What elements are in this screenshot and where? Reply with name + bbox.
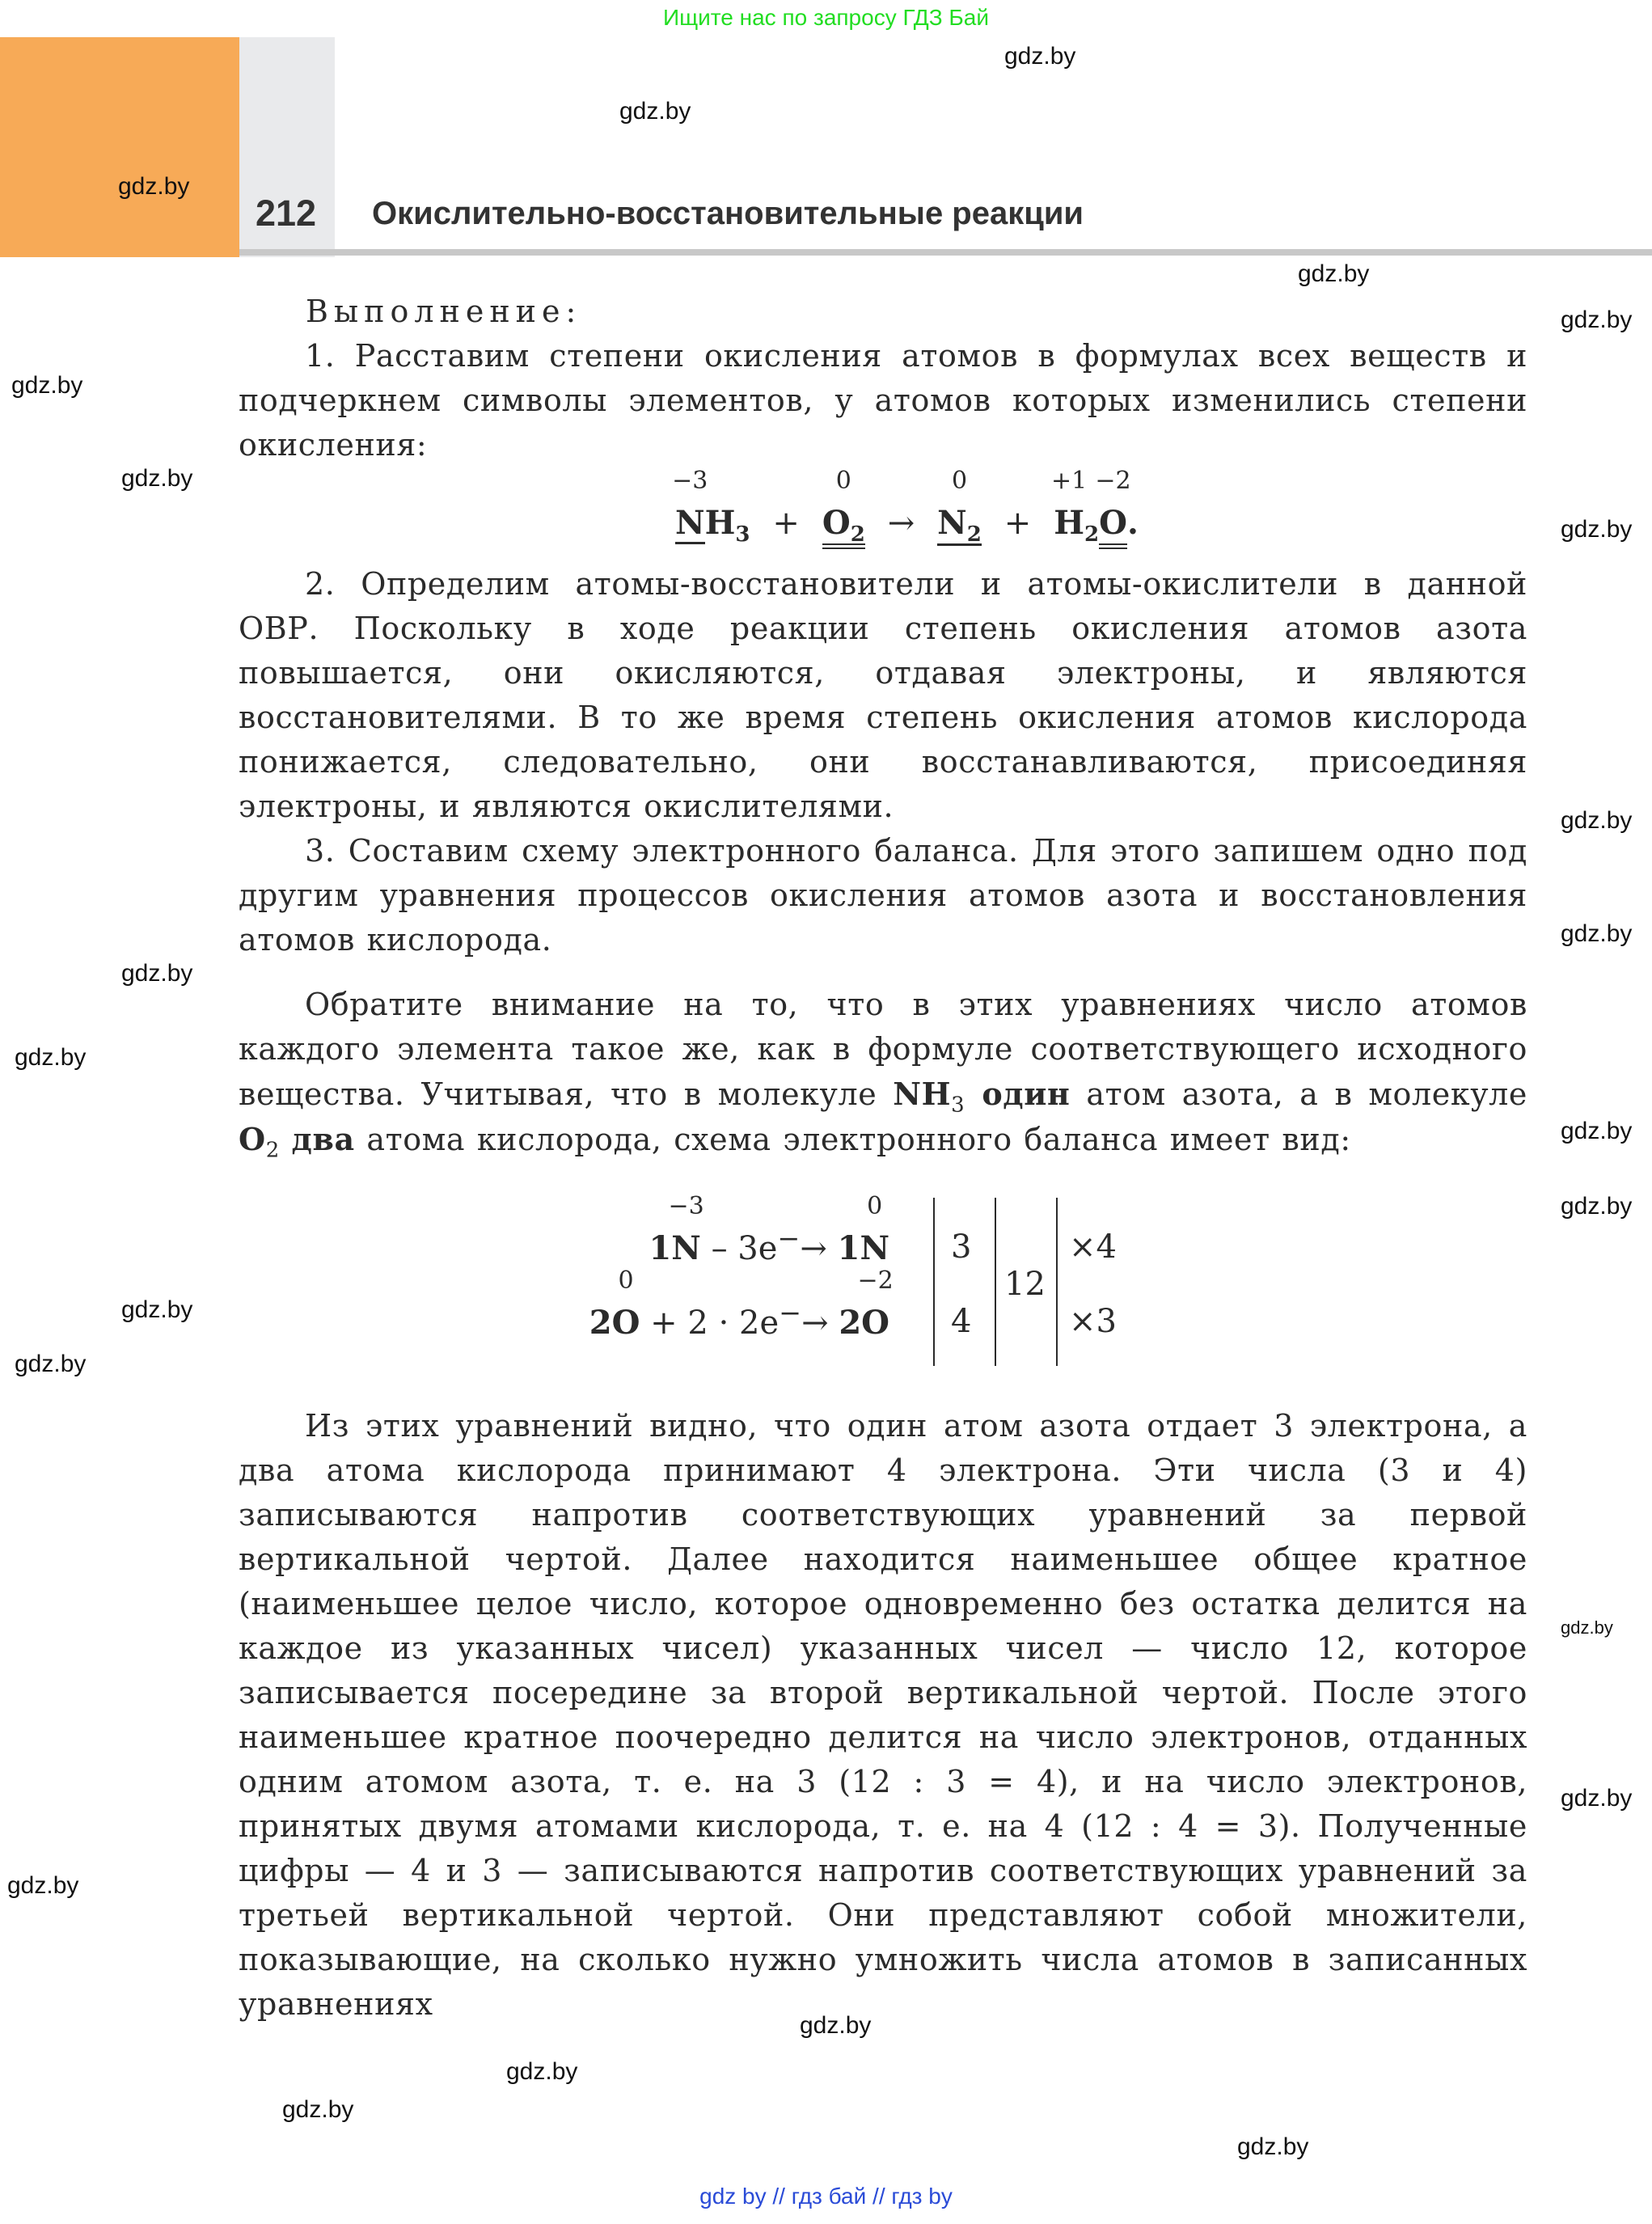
element: O xyxy=(861,1304,889,1342)
h2o-o xyxy=(1095,467,1131,549)
coefficient: 2 xyxy=(839,1304,862,1342)
element: N xyxy=(937,504,967,542)
subscript: 2 xyxy=(1084,522,1100,547)
bold-text: один xyxy=(965,1076,1071,1112)
charge: − xyxy=(777,1222,801,1254)
n2 xyxy=(937,467,982,547)
paragraph-3: 3. Составим схему электронного баланса. Для этого запишем одно под другим уравнения процессов окисления атомов азота и восстановления атомов кислорода. xyxy=(239,833,1527,958)
oxidation-state: −2 xyxy=(857,1266,894,1295)
electrons-term: + 2 · 2e xyxy=(640,1304,780,1342)
watermark: gdz.by xyxy=(1561,307,1633,333)
oxidation-state: 0 xyxy=(951,467,968,495)
reaction-equation xyxy=(672,467,1139,549)
subscript: 3 xyxy=(735,522,750,547)
oxidation-state: −3 xyxy=(668,1192,704,1220)
formula: O xyxy=(239,1121,266,1157)
paragraph-2: 2. Определим атомы-восстановители и атомы-окислители в данной ОВР. Поскольку в ходе реакции степень окисления атомов азота повышается, они окисляются, отдавая электроны, и являются восстановителями. В то же время степень окисления атомов кислорода понижается, следовательно, они восстанавливаются, присоединяя электроны, и являются окислителями. xyxy=(239,566,1527,824)
electrons-accepted: 4 xyxy=(951,1303,972,1340)
electrons-term: – 3e xyxy=(700,1230,778,1267)
search-banner: Ищите нас по запросу ГДЗ Бай xyxy=(662,5,990,30)
watermark: gdz.by xyxy=(7,1872,79,1899)
watermark: gdz.by xyxy=(1004,43,1076,70)
element: H xyxy=(1054,504,1085,542)
watermark: gdz.by xyxy=(506,2058,578,2085)
electrons-given: 3 xyxy=(951,1228,972,1266)
watermark: gdz.by xyxy=(1561,920,1633,947)
arrow: → xyxy=(801,1304,829,1342)
element: N xyxy=(675,504,705,544)
coefficient: 1 xyxy=(649,1229,672,1267)
subscript: 3 xyxy=(951,1093,965,1118)
plus-sign: + xyxy=(772,505,800,542)
watermark: gdz.by xyxy=(15,1351,87,1377)
element: N xyxy=(860,1229,889,1267)
element: O xyxy=(822,504,851,542)
divider-line xyxy=(995,1198,996,1366)
least-common-multiple: 12 xyxy=(1004,1266,1046,1303)
subscript: 2 xyxy=(966,522,982,547)
atom xyxy=(860,1192,889,1269)
multiplier-2: ×3 xyxy=(1069,1303,1117,1340)
arrow: → xyxy=(800,1230,827,1267)
text: атома кислорода, схема электронного баланса имеет вид: xyxy=(354,1122,1351,1157)
orange-margin-block xyxy=(0,37,239,257)
h2o-h xyxy=(1050,467,1088,543)
text: атом азота, а в молекуле xyxy=(1070,1076,1528,1112)
element: O xyxy=(611,1304,640,1342)
oxidation-state: +1 xyxy=(1050,467,1088,495)
page-title: Окислительно-восстановительные реакции xyxy=(372,196,1084,231)
page-number: 212 xyxy=(256,192,317,234)
oxidation-half-equation xyxy=(649,1192,889,1269)
subscript: 2 xyxy=(850,522,865,547)
electron-balance-block xyxy=(239,1192,1527,1366)
reaction-equation-block xyxy=(239,467,1527,562)
oxidation-state: −3 xyxy=(672,467,708,495)
plus-sign: + xyxy=(1003,505,1032,542)
element: O xyxy=(1099,504,1127,542)
text: Обратите внимание на то, что в этих уравнениях число атомов каждого элемента такое же, как в формуле соответствующего исходного вещества. Учитывая, что в молекуле xyxy=(239,987,1527,1112)
atom xyxy=(857,1266,894,1343)
watermark: gdz.by xyxy=(1561,807,1633,834)
watermark: gdz.by xyxy=(1561,516,1633,543)
watermark: gdz.by xyxy=(619,98,691,125)
coefficient: 2 xyxy=(589,1304,612,1342)
oxidation-state: −2 xyxy=(1095,467,1131,495)
arrow: → xyxy=(887,505,915,542)
period: . xyxy=(1126,504,1139,542)
watermark: gdz.by xyxy=(121,465,193,492)
electron-balance-scheme xyxy=(566,1192,1213,1366)
text-column xyxy=(239,290,1527,2027)
formula: NH xyxy=(893,1076,952,1112)
watermark: gdz.by xyxy=(282,2096,354,2123)
element: H xyxy=(704,504,736,542)
coefficient: 1 xyxy=(837,1229,860,1267)
watermark: gdz.by xyxy=(15,1044,87,1071)
header-rule xyxy=(239,249,1652,256)
watermark: gdz.by xyxy=(1561,1785,1633,1812)
subscript: 2 xyxy=(265,1138,280,1163)
watermark: gdz.by xyxy=(1561,1118,1633,1144)
watermark: gdz.by xyxy=(1298,260,1370,287)
divider-line xyxy=(1056,1198,1058,1366)
divider-line xyxy=(933,1198,935,1366)
watermark: gdz.by xyxy=(1561,1193,1633,1220)
multiplier-1: ×4 xyxy=(1069,1228,1117,1266)
watermark: gdz.by xyxy=(800,2012,872,2039)
paragraph-1: 1. Расставим степени окисления атомов в формулах всех веществ и подчеркнем символы элементов, у атомов которых изменились степени окисления: xyxy=(239,338,1527,463)
watermark: gdz.by xyxy=(118,173,190,200)
watermark: gdz.by xyxy=(121,960,193,987)
watermark: gdz.by xyxy=(121,1296,193,1323)
paragraph-4 xyxy=(239,983,1527,1162)
oxidation-state: 0 xyxy=(867,1192,883,1220)
watermark: gdz.by xyxy=(1237,2133,1309,2160)
atom xyxy=(611,1266,640,1343)
watermark: gdz.by xyxy=(1561,1617,1613,1638)
oxidation-state: 0 xyxy=(618,1266,634,1295)
element: N xyxy=(671,1229,701,1267)
oxidation-state: 0 xyxy=(835,467,851,495)
atom xyxy=(668,1192,704,1269)
footer-links[interactable]: gdz by // гдз бай // гдз by xyxy=(699,2184,953,2209)
section-heading: Выполнение: xyxy=(306,294,582,329)
nh3 xyxy=(672,467,708,543)
paragraph-5: Из этих уравнений видно, что один атом азота отдает 3 электрона, а два атома кислорода принимают 4 электрона. Эти числа (3 и 4) записываются напротив соответствующих уравнений за первой вертикальной чертой. Далее находится наименьшее общее кратное (наименьшее целое число, которое одновременно без остатка делится на каждое из указанных чисел) указанных чисел — число 12, которое записывается посередине за второй вертикальной чертой. После этого наименьшее кратное поочередно делится на число электронов, отданных одним атомом азота, т. е. на 3 (12 : 3 = 4), и на число электронов, принятых двумя атомами кислорода, т. е. на 4 (12 : 4 = 3). Полученные цифры — 4 и 3 — записываются напротив соответствующих уравнений за третьей вертикальной чертой. Они представляют собой множители, показывающие, на сколько нужно умножить числа атомов в записанных уравнениях xyxy=(239,1408,1527,2022)
charge: − xyxy=(779,1296,802,1329)
bold-text: два xyxy=(291,1121,355,1157)
watermark: gdz.by xyxy=(11,372,83,399)
o2 xyxy=(822,467,865,549)
reduction-half-equation xyxy=(589,1266,894,1343)
